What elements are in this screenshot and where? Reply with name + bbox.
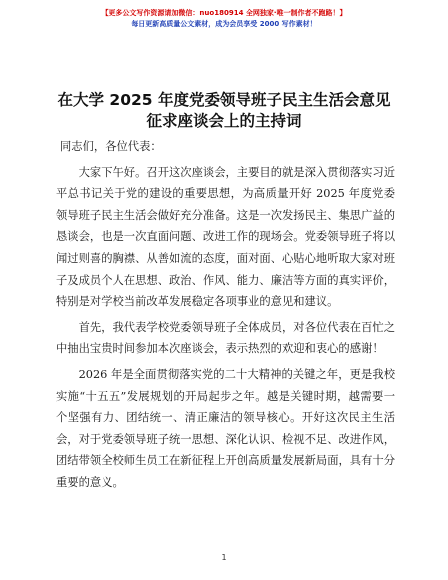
page-number: 1	[221, 553, 227, 562]
document-title: 在大学 2025 年度党委领导班子民主生活会意见征求座谈会上的主持词	[57, 91, 391, 130]
body-paragraph: 2026 年是全面贯彻落实党的二十大精神的关键之年，更是我校实施“十五五”发展规划的开局起步之年。越是关键时期，越需要一个坚强有力、团结统一、清正廉洁的领导核心。开好这次民主生活会，对于党委领导班子统一思想、深化认识、检视不足、改进作风，团结带领全校师生员工在新征程上开创高质量发展新局面，具有十分重要的意义。	[56, 367, 395, 489]
promo-banner	[0, 8, 448, 30]
document-body	[56, 136, 395, 494]
salutation: 同志们，各位代表：	[60, 140, 162, 153]
body-paragraph: 首先，我代表学校党委领导班子全体成员，对各位代表在百忙之中抽出宝贵时间参加本次座谈会，表示热烈的欢迎和衷心的感谢！	[56, 320, 395, 356]
body-paragraph: 大家下午好。召开这次座谈会，主要目的就是深入贯彻落实习近平总书记关于党的建设的重要思想，为高质量开好 2025 年度党委领导班子民主生活会做好充分准备。这是一次发扬民主、集思广益的恳谈会，也是一次直面问题、改进工作的现场会。党委领导班子将以闻过则喜的胸襟、从善如流的态度，面对面、心贴心地听取大家对班子及成员个人在思想、政治、作风、能力、廉洁等方面的真实评价，特别是对学校当前改革发展稳定各项事业的意见和建议。	[56, 165, 395, 309]
promo-banner-line-1: 【更多公文写作资源请加微信：nuo180914 全网独家·唯一制作者不跑路！】	[101, 9, 347, 17]
promo-banner-line-2: 每日更新高质量公文素材，成为会员享受 2000 写作素材！	[131, 20, 317, 28]
